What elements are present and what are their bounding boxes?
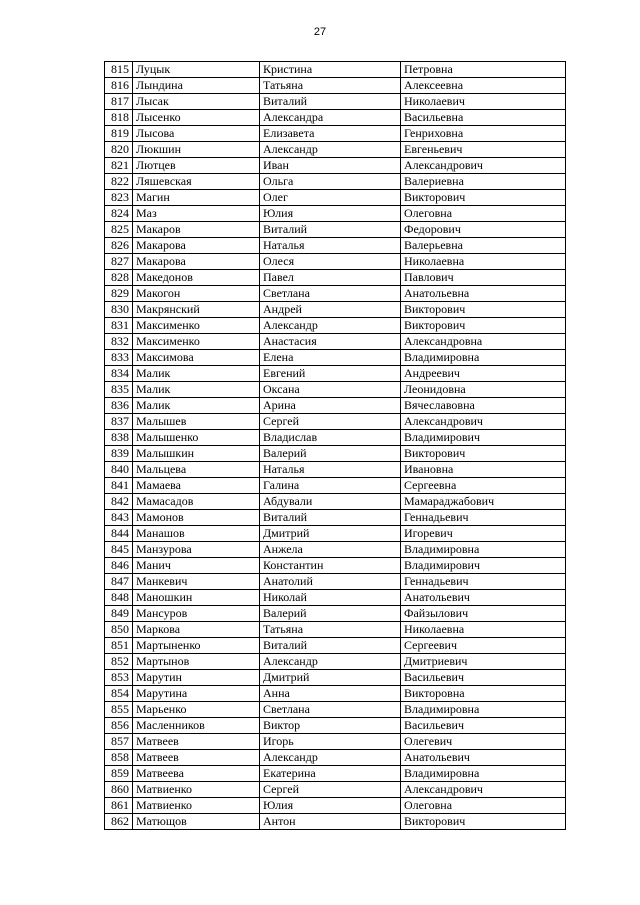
row-number: 858: [105, 750, 133, 766]
last-name-cell: Манич: [133, 558, 260, 574]
last-name-cell: Малышев: [133, 414, 260, 430]
first-name-cell: Александр: [260, 318, 401, 334]
table-row: [105, 782, 566, 798]
patronymic-cell: Мамараджабович: [401, 494, 566, 510]
first-name-cell: Виталий: [260, 222, 401, 238]
first-name-cell: Виталий: [260, 510, 401, 526]
last-name-cell: Мамаева: [133, 478, 260, 494]
patronymic-cell: Ивановна: [401, 462, 566, 478]
table-row: [105, 750, 566, 766]
row-number: 850: [105, 622, 133, 638]
first-name-cell: Татьяна: [260, 78, 401, 94]
last-name-cell: Матвеев: [133, 734, 260, 750]
row-number: 844: [105, 526, 133, 542]
last-name-cell: Мансуров: [133, 606, 260, 622]
table-row: [105, 702, 566, 718]
first-name-cell: Сергей: [260, 414, 401, 430]
patronymic-cell: Файзылович: [401, 606, 566, 622]
row-number: 853: [105, 670, 133, 686]
last-name-cell: Манашов: [133, 526, 260, 542]
last-name-cell: Лысова: [133, 126, 260, 142]
first-name-cell: Анастасия: [260, 334, 401, 350]
last-name-cell: Ляшевская: [133, 174, 260, 190]
last-name-cell: Манкевич: [133, 574, 260, 590]
table-row: [105, 638, 566, 654]
table-row: [105, 254, 566, 270]
first-name-cell: Виталий: [260, 638, 401, 654]
row-number: 815: [105, 62, 133, 78]
first-name-cell: Светлана: [260, 286, 401, 302]
table-row: [105, 110, 566, 126]
first-name-cell: Валерий: [260, 606, 401, 622]
row-number: 816: [105, 78, 133, 94]
patronymic-cell: Андреевич: [401, 366, 566, 382]
patronymic-cell: Игоревич: [401, 526, 566, 542]
table-row: [105, 94, 566, 110]
last-name-cell: Магин: [133, 190, 260, 206]
patronymic-cell: Владимировна: [401, 350, 566, 366]
first-name-cell: Александр: [260, 142, 401, 158]
row-number: 835: [105, 382, 133, 398]
patronymic-cell: Олеговна: [401, 798, 566, 814]
table-row: [105, 494, 566, 510]
first-name-cell: Анжела: [260, 542, 401, 558]
first-name-cell: Арина: [260, 398, 401, 414]
last-name-cell: Мамонов: [133, 510, 260, 526]
last-name-cell: Маз: [133, 206, 260, 222]
row-number: 852: [105, 654, 133, 670]
first-name-cell: Анатолий: [260, 574, 401, 590]
patronymic-cell: Владимировна: [401, 542, 566, 558]
table-row: [105, 446, 566, 462]
last-name-cell: Луцык: [133, 62, 260, 78]
patronymic-cell: Олегевич: [401, 734, 566, 750]
table-row: [105, 606, 566, 622]
row-number: 841: [105, 478, 133, 494]
table-row: [105, 350, 566, 366]
first-name-cell: Александр: [260, 654, 401, 670]
last-name-cell: Македонов: [133, 270, 260, 286]
first-name-cell: Иван: [260, 158, 401, 174]
last-name-cell: Матвеева: [133, 766, 260, 782]
first-name-cell: Константин: [260, 558, 401, 574]
table-row: [105, 526, 566, 542]
first-name-cell: Антон: [260, 814, 401, 830]
last-name-cell: Лындина: [133, 78, 260, 94]
patronymic-cell: Генриховна: [401, 126, 566, 142]
first-name-cell: Абдували: [260, 494, 401, 510]
last-name-cell: Люкшин: [133, 142, 260, 158]
first-name-cell: Олег: [260, 190, 401, 206]
table-row: [105, 558, 566, 574]
last-name-cell: Малик: [133, 398, 260, 414]
table-row: [105, 462, 566, 478]
first-name-cell: Юлия: [260, 798, 401, 814]
row-number: 847: [105, 574, 133, 590]
row-number: 824: [105, 206, 133, 222]
table-row: [105, 270, 566, 286]
row-number: 820: [105, 142, 133, 158]
table-row: [105, 126, 566, 142]
table-row: [105, 366, 566, 382]
table-row: [105, 190, 566, 206]
first-name-cell: Николай: [260, 590, 401, 606]
patronymic-cell: Анатольевич: [401, 590, 566, 606]
table-row: [105, 718, 566, 734]
patronymic-cell: Васильевна: [401, 110, 566, 126]
table-row: [105, 62, 566, 78]
last-name-cell: Лютцев: [133, 158, 260, 174]
row-number: 826: [105, 238, 133, 254]
last-name-cell: Манзурова: [133, 542, 260, 558]
row-number: 836: [105, 398, 133, 414]
table-row: [105, 766, 566, 782]
table-row: [105, 814, 566, 830]
table-row: [105, 654, 566, 670]
first-name-cell: Юлия: [260, 206, 401, 222]
row-number: 849: [105, 606, 133, 622]
last-name-cell: Матющов: [133, 814, 260, 830]
row-number: 848: [105, 590, 133, 606]
first-name-cell: Владислав: [260, 430, 401, 446]
table-row: [105, 222, 566, 238]
last-name-cell: Матвиенко: [133, 782, 260, 798]
row-number: 832: [105, 334, 133, 350]
patronymic-cell: Геннадьевич: [401, 574, 566, 590]
table-row: [105, 318, 566, 334]
patronymic-cell: Валериевна: [401, 174, 566, 190]
patronymic-cell: Владимирович: [401, 430, 566, 446]
row-number: 819: [105, 126, 133, 142]
patronymic-cell: Александровна: [401, 334, 566, 350]
last-name-cell: Малик: [133, 366, 260, 382]
last-name-cell: Маношкин: [133, 590, 260, 606]
table-row: [105, 78, 566, 94]
last-name-cell: Маркова: [133, 622, 260, 638]
patronymic-cell: Александрович: [401, 782, 566, 798]
row-number: 818: [105, 110, 133, 126]
last-name-cell: Малышенко: [133, 430, 260, 446]
last-name-cell: Максименко: [133, 318, 260, 334]
table-row: [105, 158, 566, 174]
row-number: 837: [105, 414, 133, 430]
row-number: 840: [105, 462, 133, 478]
first-name-cell: Андрей: [260, 302, 401, 318]
patronymic-cell: Вячеславовна: [401, 398, 566, 414]
row-number: 822: [105, 174, 133, 190]
last-name-cell: Масленников: [133, 718, 260, 734]
patronymic-cell: Викторович: [401, 446, 566, 462]
first-name-cell: Сергей: [260, 782, 401, 798]
last-name-cell: Матвиенко: [133, 798, 260, 814]
table-row: [105, 334, 566, 350]
row-number: 862: [105, 814, 133, 830]
row-number: 856: [105, 718, 133, 734]
patronymic-cell: Петровна: [401, 62, 566, 78]
table-row: [105, 142, 566, 158]
row-number: 859: [105, 766, 133, 782]
last-name-cell: Макаров: [133, 222, 260, 238]
first-name-cell: Татьяна: [260, 622, 401, 638]
roster-table: [104, 61, 566, 830]
patronymic-cell: Владимировна: [401, 766, 566, 782]
table-row: [105, 478, 566, 494]
row-number: 829: [105, 286, 133, 302]
row-number: 823: [105, 190, 133, 206]
patronymic-cell: Алексеевна: [401, 78, 566, 94]
roster-body: [105, 62, 566, 830]
row-number: 817: [105, 94, 133, 110]
first-name-cell: Кристина: [260, 62, 401, 78]
table-row: [105, 238, 566, 254]
first-name-cell: Валерий: [260, 446, 401, 462]
table-row: [105, 734, 566, 750]
first-name-cell: Оксана: [260, 382, 401, 398]
row-number: 825: [105, 222, 133, 238]
first-name-cell: Светлана: [260, 702, 401, 718]
first-name-cell: Евгений: [260, 366, 401, 382]
row-number: 821: [105, 158, 133, 174]
table-row: [105, 510, 566, 526]
last-name-cell: Малик: [133, 382, 260, 398]
row-number: 834: [105, 366, 133, 382]
patronymic-cell: Викторович: [401, 814, 566, 830]
patronymic-cell: Анатольевна: [401, 286, 566, 302]
table-row: [105, 398, 566, 414]
row-number: 833: [105, 350, 133, 366]
last-name-cell: Максименко: [133, 334, 260, 350]
first-name-cell: Елизавета: [260, 126, 401, 142]
first-name-cell: Игорь: [260, 734, 401, 750]
last-name-cell: Марутина: [133, 686, 260, 702]
patronymic-cell: Дмитриевич: [401, 654, 566, 670]
row-number: 861: [105, 798, 133, 814]
patronymic-cell: Сергеевна: [401, 478, 566, 494]
table-row: [105, 206, 566, 222]
first-name-cell: Александр: [260, 750, 401, 766]
last-name-cell: Макарова: [133, 238, 260, 254]
last-name-cell: Максимова: [133, 350, 260, 366]
first-name-cell: Виталий: [260, 94, 401, 110]
last-name-cell: Мартынов: [133, 654, 260, 670]
first-name-cell: Олеся: [260, 254, 401, 270]
first-name-cell: Галина: [260, 478, 401, 494]
patronymic-cell: Александрович: [401, 158, 566, 174]
last-name-cell: Марьенко: [133, 702, 260, 718]
table-row: [105, 302, 566, 318]
last-name-cell: Макарова: [133, 254, 260, 270]
last-name-cell: Мартыненко: [133, 638, 260, 654]
row-number: 845: [105, 542, 133, 558]
patronymic-cell: Леонидовна: [401, 382, 566, 398]
first-name-cell: Дмитрий: [260, 670, 401, 686]
first-name-cell: Наталья: [260, 462, 401, 478]
last-name-cell: Лысенко: [133, 110, 260, 126]
patronymic-cell: Николаевна: [401, 254, 566, 270]
row-number: 857: [105, 734, 133, 750]
row-number: 855: [105, 702, 133, 718]
row-number: 828: [105, 270, 133, 286]
table-row: [105, 286, 566, 302]
patronymic-cell: Викторович: [401, 190, 566, 206]
first-name-cell: Дмитрий: [260, 526, 401, 542]
patronymic-cell: Викторович: [401, 302, 566, 318]
patronymic-cell: Евгеньевич: [401, 142, 566, 158]
first-name-cell: Наталья: [260, 238, 401, 254]
first-name-cell: Павел: [260, 270, 401, 286]
page-number: 27: [313, 26, 327, 38]
patronymic-cell: Геннадьевич: [401, 510, 566, 526]
patronymic-cell: Владимировна: [401, 702, 566, 718]
patronymic-cell: Олеговна: [401, 206, 566, 222]
first-name-cell: Екатерина: [260, 766, 401, 782]
table-row: [105, 670, 566, 686]
patronymic-cell: Александрович: [401, 414, 566, 430]
last-name-cell: Макрянский: [133, 302, 260, 318]
patronymic-cell: Васильевич: [401, 718, 566, 734]
first-name-cell: Анна: [260, 686, 401, 702]
table-row: [105, 590, 566, 606]
last-name-cell: Малышкин: [133, 446, 260, 462]
patronymic-cell: Федорович: [401, 222, 566, 238]
row-number: 843: [105, 510, 133, 526]
patronymic-cell: Николаевна: [401, 622, 566, 638]
table-row: [105, 542, 566, 558]
row-number: 851: [105, 638, 133, 654]
table-row: [105, 382, 566, 398]
patronymic-cell: Викторович: [401, 318, 566, 334]
table-row: [105, 686, 566, 702]
row-number: 838: [105, 430, 133, 446]
first-name-cell: Александра: [260, 110, 401, 126]
last-name-cell: Макогон: [133, 286, 260, 302]
last-name-cell: Мальцева: [133, 462, 260, 478]
patronymic-cell: Николаевич: [401, 94, 566, 110]
first-name-cell: Елена: [260, 350, 401, 366]
last-name-cell: Лысак: [133, 94, 260, 110]
last-name-cell: Мамасадов: [133, 494, 260, 510]
patronymic-cell: Сергеевич: [401, 638, 566, 654]
table-row: [105, 174, 566, 190]
patronymic-cell: Викторовна: [401, 686, 566, 702]
row-number: 846: [105, 558, 133, 574]
table-row: [105, 574, 566, 590]
row-number: 860: [105, 782, 133, 798]
patronymic-cell: Валерьевна: [401, 238, 566, 254]
patronymic-cell: Владимирович: [401, 558, 566, 574]
first-name-cell: Виктор: [260, 718, 401, 734]
row-number: 854: [105, 686, 133, 702]
table-row: [105, 430, 566, 446]
first-name-cell: Ольга: [260, 174, 401, 190]
last-name-cell: Марутин: [133, 670, 260, 686]
patronymic-cell: Анатольевич: [401, 750, 566, 766]
table-row: [105, 414, 566, 430]
row-number: 827: [105, 254, 133, 270]
row-number: 830: [105, 302, 133, 318]
row-number: 831: [105, 318, 133, 334]
patronymic-cell: Васильевич: [401, 670, 566, 686]
table-row: [105, 798, 566, 814]
table-row: [105, 622, 566, 638]
patronymic-cell: Павлович: [401, 270, 566, 286]
row-number: 842: [105, 494, 133, 510]
last-name-cell: Матвеев: [133, 750, 260, 766]
row-number: 839: [105, 446, 133, 462]
